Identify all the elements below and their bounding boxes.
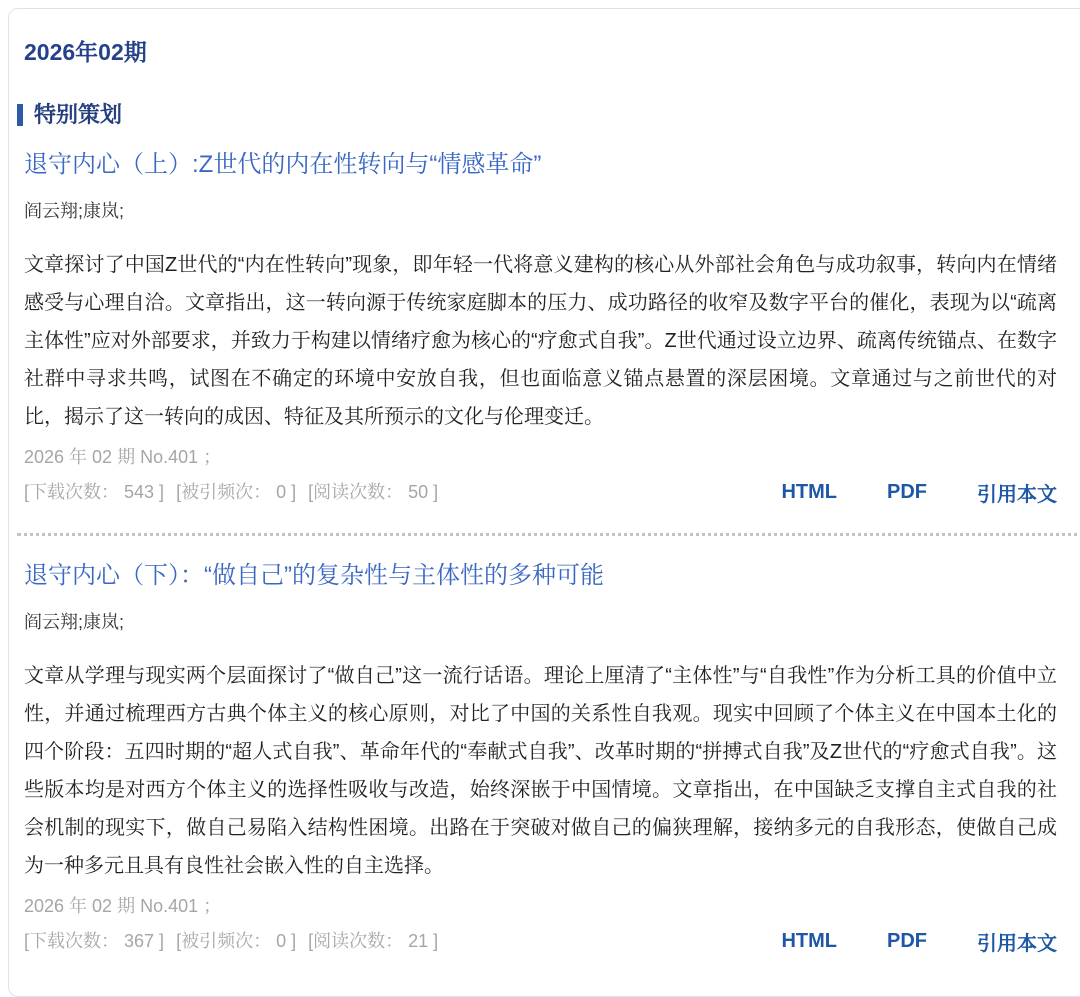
pdf-link[interactable]: PDF (887, 480, 927, 503)
article-actions (781, 927, 1057, 956)
dotted-divider (17, 533, 1080, 536)
article-stats-row (24, 477, 1057, 507)
article-stats-row (24, 926, 1057, 956)
journal-issue-panel (8, 8, 1080, 997)
issue-title: 2026年02期 (24, 39, 147, 65)
citation-count: [被引频次： 0 ] (176, 931, 297, 951)
article-issue-meta: 2026 年 02 期 No.401 ； (24, 896, 222, 916)
article-title-link[interactable]: 退守内心（上）:Z世代的内在性转向与“情感革命” (24, 151, 542, 178)
download-count: [下载次数： 367 ] (24, 931, 165, 951)
read-count: [阅读次数： 21 ] (308, 931, 439, 951)
article-stats (24, 926, 445, 956)
cite-link[interactable]: 引用本文 (977, 483, 1057, 506)
section-header (17, 101, 1057, 129)
citation-count: [被引频次： 0 ] (176, 482, 297, 502)
article-item (24, 149, 1057, 507)
cite-link[interactable]: 引用本文 (977, 932, 1057, 955)
article-item (24, 560, 1057, 956)
html-link[interactable]: HTML (781, 929, 837, 952)
article-abstract: 文章探讨了中国Z世代的“内在性转向”现象，即年轻一代将意义建构的核心从外部社会角色与成功叙事，转向内在情绪感受与心理自洽。文章指出，这一转向源于传统家庭脚本的压力、成功路径的收窄及数字平台的催化，表现为以“疏离主体性”应对外部要求，并致力于构建以情绪疗愈为核心的“疗愈式自我”。Z世代通过设立边界、疏离传统锚点、在数字社群中寻求共鸣，试图在不确定的环境中安放自我，但也面临意义锚点悬置的深层困境。文章通过与之前世代的对比，揭示了这一转向的成因、特征及其所预示的文化与伦理变迁。 (24, 254, 1057, 428)
read-count: [阅读次数： 50 ] (308, 482, 439, 502)
download-count: [下载次数： 543 ] (24, 482, 165, 502)
pdf-link[interactable]: PDF (887, 929, 927, 952)
article-title-link[interactable]: 退守内心（下）：“做自己”的复杂性与主体性的多种可能 (24, 562, 604, 589)
article-issue-meta: 2026 年 02 期 No.401 ； (24, 447, 222, 467)
article-authors[interactable]: 阎云翔;康岚; (24, 201, 125, 221)
article-actions (781, 478, 1057, 507)
article-stats (24, 477, 445, 507)
section-marker-bar (17, 104, 23, 126)
section-title: 特别策划 (34, 102, 123, 127)
html-link[interactable]: HTML (781, 480, 837, 503)
article-abstract: 文章从学理与现实两个层面探讨了“做自己”这一流行话语。理论上厘清了“主体性”与“自我性”作为分析工具的价值中立性，并通过梳理西方古典个体主义的核心原则，对比了中国的关系性自我观。现实中回顾了个体主义在中国本土化的四个阶段：五四时期的“超人式自我”、革命年代的“奉献式自我”、改革时期的“拼搏式自我”及Z世代的“疗愈式自我”。这些版本均是对西方个体主义的选择性吸收与改造，始终深嵌于中国情境。文章指出，在中国缺乏支撑自主式自我的社会机制的现实下，做自己易陷入结构性困境。出路在于突破对做自己的偏狭理解，接纳多元的自我形态，使做自己成为一种多元且具有良性社会嵌入性的自主选择。 (24, 665, 1057, 877)
article-authors[interactable]: 阎云翔;康岚; (24, 612, 125, 632)
